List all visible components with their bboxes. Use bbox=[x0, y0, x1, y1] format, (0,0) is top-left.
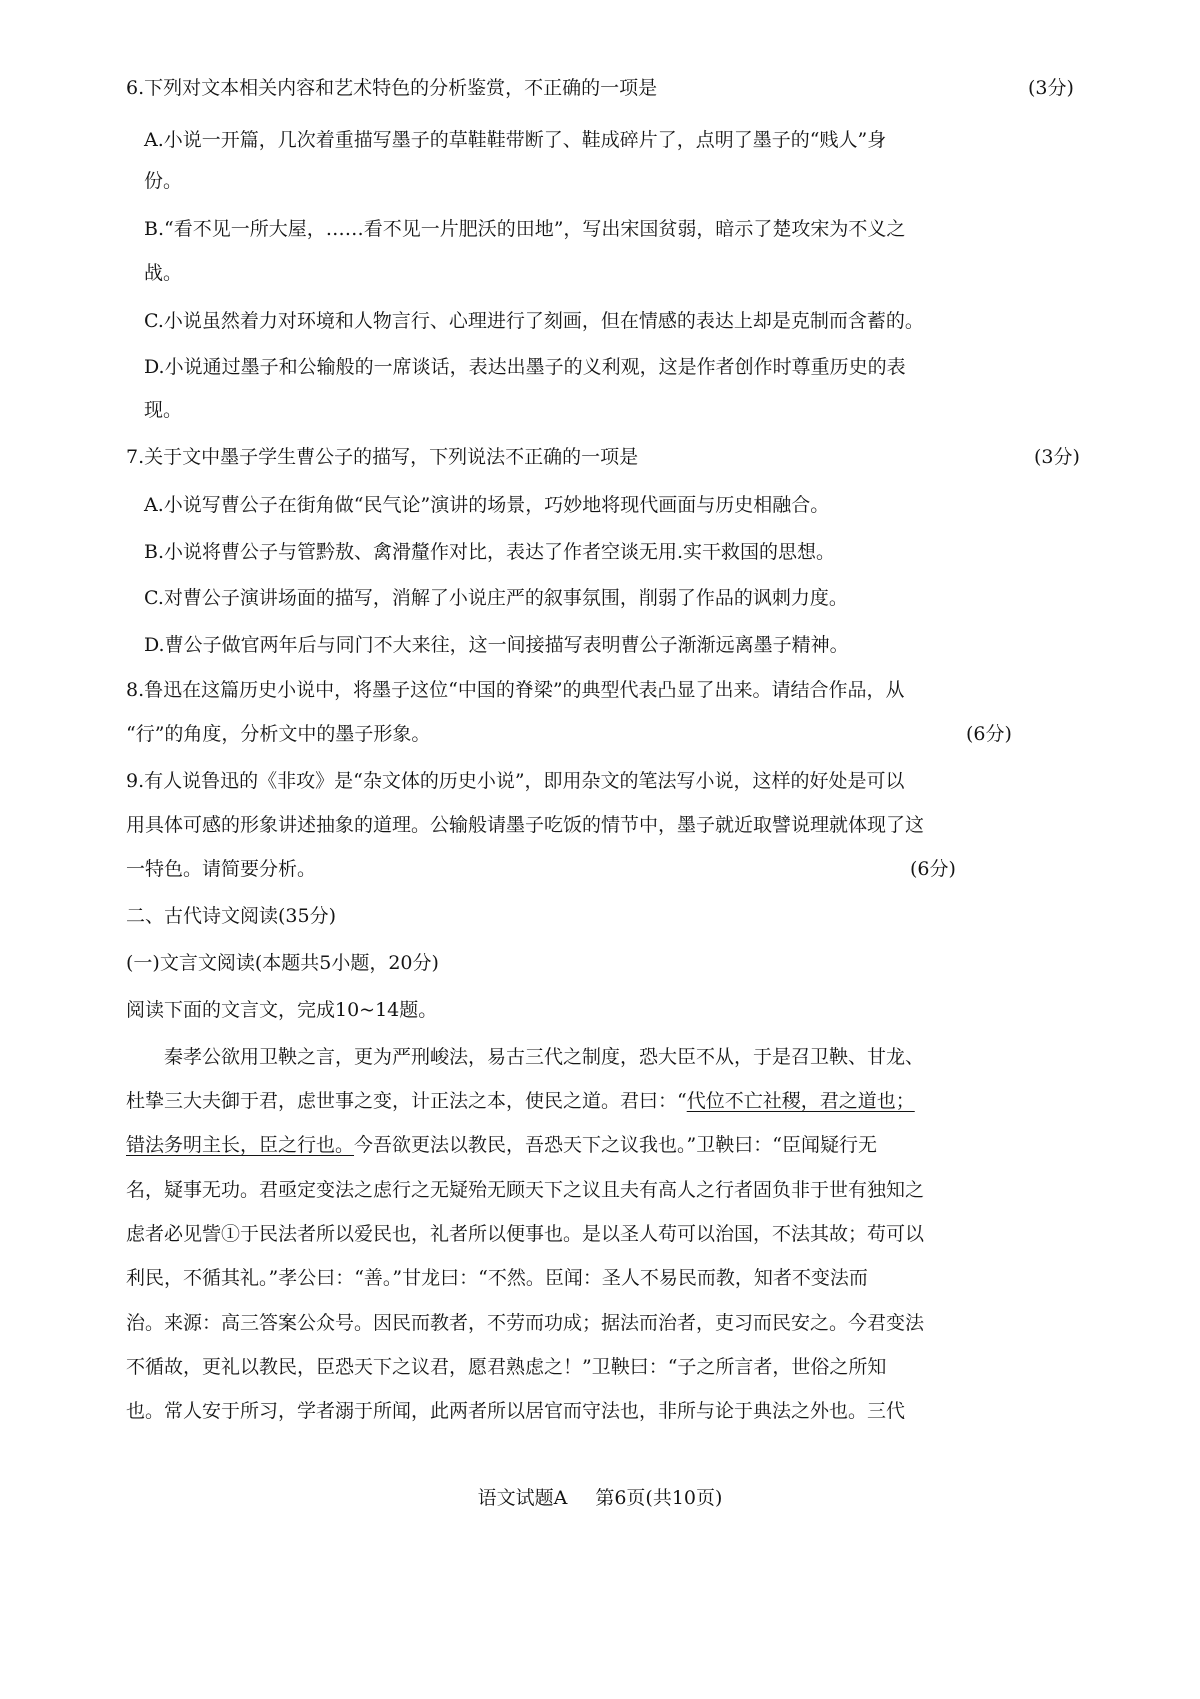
q7-option-c: C.对曹公子演讲场面的描写，消解了小说庄严的叙事氛围，削弱了作品的讽刺力度。 bbox=[144, 587, 848, 609]
footer-page-number: 第6页(共10页) bbox=[595, 1487, 723, 1509]
q6-option-d-line1: D.小说通过墨子和公输般的一席谈话，表达出墨子的义利观，这是作者创作时尊重历史的表 bbox=[144, 356, 906, 378]
reading-instruction: 阅读下面的文言文，完成10~14题。 bbox=[126, 999, 438, 1021]
q6-stem: 6.下列对文本相关内容和艺术特色的分析鉴赏，不正确的一项是 bbox=[126, 77, 658, 99]
q6-option-b-line2: 战。 bbox=[144, 262, 183, 284]
passage-line-5: 虑者必见訾①于民法者所以爱民也，礼者所以便事也。是以圣人苟可以治国，不法其故；苟可以 bbox=[126, 1223, 925, 1245]
q8-line2: “行”的角度，分析文中的墨子形象。 bbox=[126, 723, 431, 745]
q6-option-c: C.小说虽然着力对环境和人物言行、心理进行了刻画，但在情感的表达上却是克制而含蓄的。 bbox=[144, 310, 924, 332]
q6-option-a-line1: A.小说一开篇，几次着重描写墨子的草鞋鞋带断了、鞋成碎片了，点明了墨子的“贱人”身 bbox=[144, 129, 887, 151]
passage-line-4: 名，疑事无功。君亟定变法之虑行之无疑殆无顾天下之议且夫有高人之行者固负非于世有独知之 bbox=[126, 1179, 925, 1201]
q9-line1: 9.有人说鲁迅的《非攻》是“杂文体的历史小说”，即用杂文的笔法写小说，这样的好处是可以 bbox=[126, 770, 905, 792]
underlined-sentence-part2: 错法务明主长，臣之行也。 bbox=[126, 1134, 355, 1156]
passage-line-9: 也。常人安于所习，学者溺于所闻，此两者所以居官而守法也，非所与论于典法之外也。三代 bbox=[126, 1400, 906, 1422]
page-footer bbox=[0, 1483, 1200, 1510]
underlined-sentence-part1: 代位不亡社稷，君之道也； bbox=[686, 1090, 915, 1112]
passage-line-3-text: 今吾欲更法以教民，吾恐天下之议我也。”卫鞅曰：“臣闻疑行无 bbox=[354, 1134, 877, 1156]
q7-option-d: D.曹公子做官两年后与同门不大来往，这一间接描写表明曹公子渐渐远离墨子精神。 bbox=[144, 634, 849, 656]
passage-line-2 bbox=[126, 1088, 915, 1114]
q7-score: (3分) bbox=[1034, 446, 1080, 468]
q9-line2: 用具体可感的形象讲述抽象的道理。公输般请墨子吃饭的情节中，墨子就近取譬说理就体现了这 bbox=[126, 814, 925, 836]
footer-subject: 语文试题A bbox=[477, 1487, 568, 1509]
q7-stem: 7.关于文中墨子学生曹公子的描写，下列说法不正确的一项是 bbox=[126, 446, 639, 468]
section-heading: 二、古代诗文阅读(35分) bbox=[126, 905, 337, 927]
q6-option-d-line2: 现。 bbox=[144, 399, 183, 421]
passage-line-1: 秦孝公欲用卫鞅之言，更为严刑峻法，易古三代之制度，恐大臣不从，于是召卫鞅、甘龙、 bbox=[164, 1046, 925, 1068]
passage-line-8: 不循故，更礼以教民，臣恐天下之议君，愿君熟虑之！”卫鞅曰：“子之所言者，世俗之所知 bbox=[126, 1356, 887, 1378]
subsection-heading: (一)文言文阅读(本题共5小题，20分) bbox=[126, 952, 439, 974]
q6-score: (3分) bbox=[1028, 77, 1074, 99]
passage-line-2-text: 杜挚三大夫御于君，虑世事之变，计正法之本，使民之道。君曰：“ bbox=[126, 1090, 687, 1112]
q9-line3: 一特色。请简要分析。 bbox=[126, 858, 317, 880]
q7-option-a: A.小说写曹公子在街角做“民气论”演讲的场景，巧妙地将现代画面与历史相融合。 bbox=[144, 494, 830, 516]
q7-option-b: B.小说将曹公子与管黔敖、禽滑釐作对比，表达了作者空谈无用.实干救国的思想。 bbox=[144, 541, 836, 563]
q8-line1: 8.鲁迅在这篇历史小说中，将墨子这位“中国的脊梁”的典型代表凸显了出来。请结合作品，从 bbox=[126, 679, 905, 701]
passage-line-7: 治。来源：高三答案公众号。因民而教者，不劳而功成；据法而治者，吏习而民安之。今君变法 bbox=[126, 1312, 925, 1334]
passage-line-3 bbox=[126, 1132, 877, 1158]
q6-option-b-line1: B.“看不见一所大屋，……看不见一片肥沃的田地”，写出宋国贫弱，暗示了楚攻宋为不义之 bbox=[144, 218, 906, 240]
q6-option-a-line2: 份。 bbox=[144, 170, 183, 192]
q9-score: (6分) bbox=[910, 858, 956, 880]
passage-line-6: 利民，不循其礼。”孝公曰：“善。”甘龙曰：“不然。臣闻：圣人不易民而教，知者不变法而 bbox=[126, 1267, 868, 1289]
q8-score: (6分) bbox=[966, 723, 1012, 745]
